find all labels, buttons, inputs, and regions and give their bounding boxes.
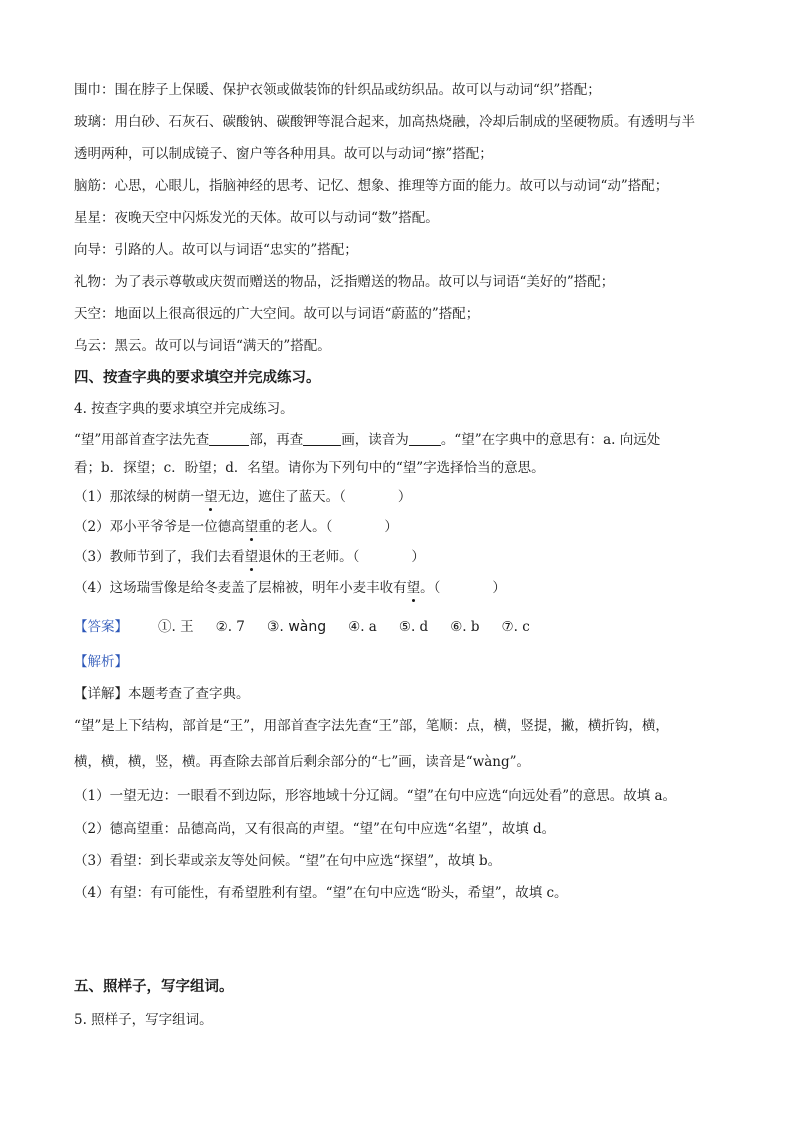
analysis-paragraph: “望”是上下结构，部首是“王”，用部首查字法先查“王”部，笔顺：点，横，竖提，撇，横折钩，横，: [74, 718, 669, 734]
answer-item: ⑥. b: [450, 619, 480, 635]
question-line: [74, 430, 660, 450]
answer-item: ②. 7: [215, 619, 245, 635]
analysis-tag: 【解析】: [74, 654, 128, 670]
paren-close: ）: [397, 489, 412, 505]
sub-question-text: （3）教师节到了，我们去看: [74, 549, 245, 565]
fill-blank[interactable]: [409, 431, 441, 446]
answer-tag: 【答案】: [74, 619, 128, 635]
answer-item: ⑤. d: [398, 619, 429, 635]
paren-close: ）: [411, 549, 425, 565]
sub-question: [74, 547, 425, 567]
question-text: 画，读音为: [341, 432, 409, 448]
definition-line: 天空：地面以上很高很远的广大空间。故可以与词语“蔚蓝的”搭配；: [74, 306, 480, 322]
sub-question-text: 。（: [420, 580, 441, 596]
definition-line: 礼物：为了表示尊敬或庆贺而赠送的物品，泛指赠送的物品。故可以与词语“美好的”搭配；: [74, 274, 615, 290]
sub-question: [74, 517, 398, 537]
fill-blank[interactable]: [303, 431, 341, 446]
answer-item: ①. 王: [158, 619, 194, 635]
paren-close: ）: [384, 519, 398, 535]
question-title: 5. 照样子，写字组词。: [74, 1012, 213, 1028]
analysis-explanation: （3）看望：到长辈或亲友等处问候。“望”在句中应选“探望”，故填 b。: [74, 853, 502, 869]
answer-item: ③. wàng: [266, 619, 327, 635]
sub-question: [74, 578, 506, 598]
definition-line: 乌云：黑云。故可以与词语“满天的”搭配。: [74, 338, 331, 354]
emphasized-char: 望: [406, 580, 421, 596]
answer-item: ④. a: [348, 619, 377, 635]
sub-question-text: 重的老人。（: [258, 519, 333, 535]
sub-question-text: （1）那浓绿的树荫一: [74, 489, 205, 505]
sub-question-text: 退休的王老师。（: [258, 549, 360, 565]
analysis-paragraph: 横，横，横，竖，横。再查除去部首后剩余部分的“七”画，读音是“wàng”。: [74, 754, 531, 770]
paren-close: ）: [492, 580, 506, 596]
question-text: “望”用部首查字法先查: [74, 432, 210, 448]
question-text: 部，再查: [249, 432, 304, 448]
definition-line: 脑筋：心思，心眼儿，指脑神经的思考、记忆、想象、推理等方面的能力。故可以与动词“动”搭配；: [74, 178, 669, 194]
definition-line: 玻璃：用白砂、石灰石、碳酸钠、碳酸钾等混合起来，加高热烧融，冷却后制成的坚硬物质。有透明与半: [74, 114, 695, 130]
sub-question: [74, 487, 411, 507]
sub-question-text: （2）邓小平爷爷是一位德高: [74, 519, 245, 535]
definition-line: 透明两种，可以制成镜子、窗户等各种用具。故可以与动词“擦”搭配；: [74, 146, 493, 162]
emphasized-char: 望: [244, 549, 259, 565]
question-line: 看；b．探望；c．盼望；d．名望。请你为下列句中的“望”字选择恰当的意思。: [74, 460, 545, 476]
section-heading: 五、照样子，写字组词。: [74, 978, 234, 995]
sub-question-text: 无边，遮住了蓝天。（: [217, 489, 346, 505]
analysis-explanation: （1）一望无边：一眼看不到边际，形容地域十分辽阔。“望”在句中应选“向远处看”的意思。故填 a。: [74, 788, 677, 804]
analysis-detail: 【详解】本题考查了查字典。: [74, 686, 250, 702]
answer-line: [74, 617, 552, 637]
sub-question-text: （4）这场瑞雪像是给冬麦盖了层棉被，明年小麦丰收有: [74, 580, 407, 596]
definition-line: 围巾：围在脖子上保暖、保护衣领或做装饰的针织品或纺织品。故可以与动词“织”搭配；: [74, 82, 601, 98]
analysis-explanation: （4）有望：有可能性，有希望胜利有望。“望”在句中应选“盼头，希望”，故填 c。: [74, 885, 568, 901]
emphasized-char: 望: [204, 489, 218, 505]
section-heading: 四、按查字典的要求填空并完成练习。: [74, 369, 321, 386]
answer-item: ⑦. c: [501, 619, 530, 635]
emphasized-char: 望: [244, 519, 259, 535]
definition-line: 向导：引路的人。故可以与词语“忠实的”搭配；: [74, 242, 358, 258]
fill-blank[interactable]: [209, 431, 249, 446]
analysis-explanation: （2）德高望重：品德高尚，又有很高的声望。“望”在句中应选“名望”，故填 d。: [74, 821, 556, 837]
question-text: 。“望”在字典中的意思有：a. 向远处: [440, 432, 661, 448]
question-title: 4. 按查字典的要求填空并完成练习。: [74, 401, 294, 417]
definition-line: 星星：夜晚天空中闪烁发光的天体。故可以与动词“数”搭配。: [74, 210, 439, 226]
